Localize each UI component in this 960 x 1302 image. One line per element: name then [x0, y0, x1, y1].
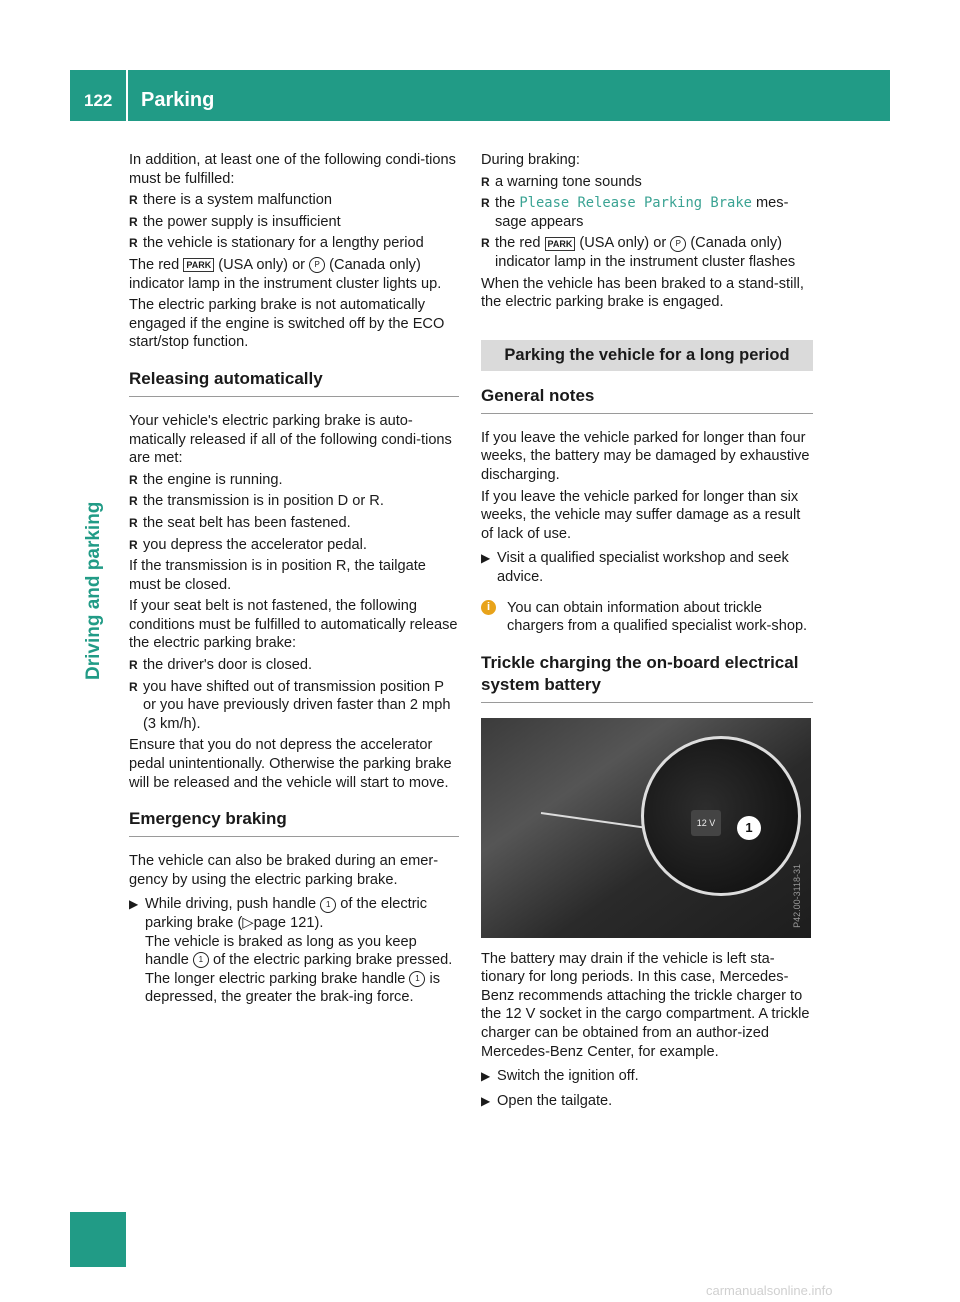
photo-code: P42.00-3118-31: [792, 863, 803, 928]
step-text: of the electric parking brake pressed. The longer electric parking brake handle: [145, 952, 453, 987]
list-item: [481, 194, 813, 231]
four-weeks-text: If you leave the vehicle parked for longer than four weeks, the battery may be damaged by exhaustive discharging.: [481, 429, 810, 483]
during-list: [481, 173, 813, 272]
handle-marker-icon: 1: [320, 897, 336, 913]
page-ref-link[interactable]: page 121: [253, 915, 315, 931]
step-text: While driving, push handle: [145, 896, 317, 913]
handle-marker-icon: 1: [193, 952, 209, 968]
lamp-text-b: (USA only) or: [218, 256, 306, 273]
info-icon: i: [481, 600, 496, 615]
standstill-text: When the vehicle has been braked to a stand-still, the electric parking brake is engaged.: [481, 275, 804, 311]
heading-trickle-charging: Trickle charging the on-board electrical system battery: [481, 652, 813, 703]
release-intro: Your vehicle's electric parking brake is auto-matically released if all of the following condi-tions are met:: [129, 412, 452, 467]
zoom-circle: [641, 736, 801, 896]
step-text: The vehicle is braked as long as you keep handle: [145, 933, 417, 969]
seatbelt-text: If your seat belt is not fastened, the following conditions must be fulfilled to automatically release the electric parking brake:: [129, 598, 458, 652]
during-text: During braking:: [481, 152, 580, 168]
list-item: R the seat belt has been fastened.: [129, 514, 459, 533]
arrow-icon: ▶: [129, 897, 139, 912]
seatbelt-list: [129, 656, 459, 733]
lamp-b: (USA only) or: [579, 235, 667, 252]
ensure-text: Ensure that you do not depress the accelerator pedal unintentionally. Otherwise the parking brake will be released and the vehicle will start to move.: [129, 737, 452, 791]
instruction-step: [481, 549, 813, 586]
chapter-label: Driving and parking: [83, 501, 104, 680]
list-item: R the transmission is in position D or R.: [129, 492, 459, 511]
step-text: of the electric parking brake (: [145, 896, 428, 931]
arrow-icon: ▶: [481, 1093, 491, 1108]
socket-icon: 12 V: [691, 810, 721, 836]
page-ref-icon: ▷: [242, 915, 254, 931]
display-message: Please Release Parking Brake: [519, 195, 752, 212]
step-text: ).: [314, 915, 324, 931]
step-text: Open the tailgate.: [497, 1092, 613, 1109]
park-icon: PARK: [183, 258, 214, 272]
emergency-intro: The vehicle can also be braked during an emer-gency by using the electric parking brake.: [129, 853, 439, 888]
page-number: 122: [84, 91, 113, 110]
instruction-step: [481, 1067, 813, 1086]
list-item: [481, 234, 813, 271]
heading-general-notes: General notes: [481, 385, 813, 414]
instruction-step: [129, 895, 459, 1007]
park-icon: PARK: [545, 237, 576, 251]
handle-marker-icon: 1: [409, 971, 425, 987]
list-item: R a warning tone sounds: [481, 173, 813, 192]
list-item: R you have shifted out of transmission position P or you have previously driven faster than 2 mph (3 km/h).: [129, 678, 459, 734]
list-item: R the vehicle is stationary for a lengthy period: [129, 234, 459, 253]
list-item: R the driver's door is closed.: [129, 656, 459, 675]
list-item: R the power supply is insufficient: [129, 213, 459, 232]
heading-long-period: Parking the vehicle for a long period: [481, 340, 813, 371]
msg-post: mes-sage appears: [495, 195, 789, 230]
heading-emergency: Emergency braking: [129, 808, 459, 837]
lamp-c: (Canada only) indicator lamp in the instrument cluster flashes: [495, 235, 796, 270]
list-item: R you depress the accelerator pedal.: [129, 536, 459, 555]
intro-text: In addition, at least one of the following condi-tions must be fulfilled:: [129, 152, 456, 187]
msg-pre: the: [495, 195, 516, 212]
right-column: [481, 148, 813, 1114]
step-text: Visit a qualified specialist workshop and seek advice.: [497, 550, 789, 585]
step-text: is depressed, the greater the brak-ing force.: [145, 970, 441, 1006]
lamp-text-a: The red: [129, 256, 180, 273]
lamp-text-c: (Canada only) indicator lamp in the instrument cluster lights up.: [129, 256, 442, 292]
arrow-icon: ▶: [481, 551, 491, 566]
list-item: R there is a system malfunction: [129, 191, 459, 210]
header-divider: [126, 70, 128, 121]
release-list: [129, 471, 459, 554]
arrow-icon: ▶: [481, 1069, 491, 1084]
list-item: R the engine is running.: [129, 471, 459, 490]
conditions-list: [129, 191, 459, 253]
watermark: carmanualsonline.info: [706, 1283, 833, 1298]
lamp-text: [129, 256, 459, 293]
cargo-compartment-photo: [481, 718, 811, 938]
parking-brake-canada-icon: P: [309, 257, 325, 273]
battery-text: The battery may drain if the vehicle is left sta-tionary for long periods. In this case, Mercedes-Benz recommends attaching the trickle charger to the 12 V socket in the cargo compartment. A trickle charger can be obtained from an author-ized Mercedes-Benz Center, for example.: [481, 950, 810, 1060]
info-note: [481, 599, 813, 636]
section-title: Parking: [141, 89, 215, 111]
instruction-step: [481, 1092, 813, 1111]
heading-releasing: Releasing automatically: [129, 368, 459, 397]
lamp-a: the red: [495, 235, 541, 252]
tailgate-text: If the transmission is in position R, the tailgate must be closed.: [129, 558, 426, 593]
callout-marker: 1: [737, 816, 761, 840]
step-text: Switch the ignition off.: [497, 1068, 639, 1085]
eco-text: The electric parking brake is not automatically engaged if the engine is switched off by the ECO start/stop function.: [129, 297, 445, 351]
left-column: [129, 148, 459, 1011]
parking-brake-canada-icon: P: [670, 236, 686, 252]
six-weeks-text: If you leave the vehicle parked for longer than six weeks, the vehicle may suffer damage as a result of lack of use.: [481, 488, 801, 542]
info-text: You can obtain information about trickle chargers from a qualified specialist work-shop.: [507, 599, 808, 635]
chapter-tab: [70, 1212, 126, 1267]
